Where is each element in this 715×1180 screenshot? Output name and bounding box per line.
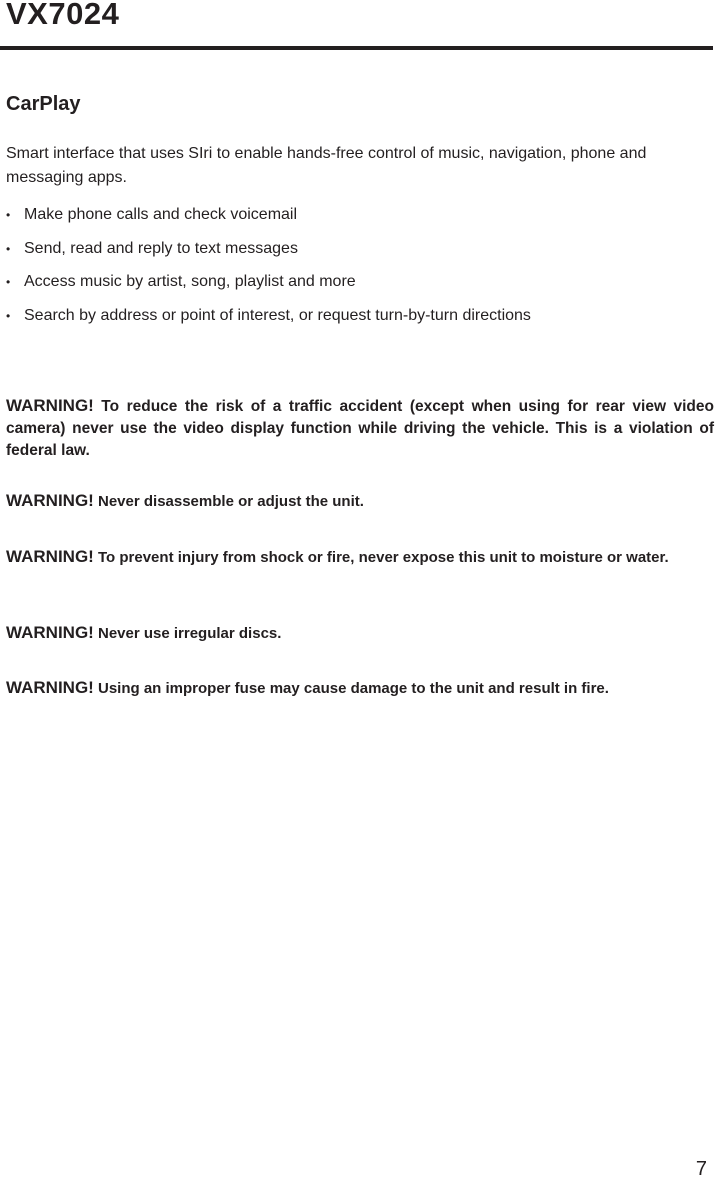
model-title: VX7024 [6, 0, 120, 31]
carplay-heading: CarPlay [6, 93, 81, 115]
bullet-icon: • [6, 308, 11, 323]
bullet-icon: • [6, 241, 11, 256]
warning-improper-fuse [6, 676, 686, 701]
list-item [6, 237, 531, 271]
feature-text: Send, read and reply to text messages [24, 239, 298, 257]
warning-text: To reduce the risk of a traffic accident (except when using for rear view video camera) never use the video display function while driving the vehicle. This is a violation of federal law. [6, 398, 714, 459]
warning-label: WARNING! [6, 396, 94, 415]
warning-label: WARNING! [6, 491, 94, 510]
carplay-intro: Smart interface that uses SIri to enable hands-free control of music, navigation, phone and messaging apps. [6, 145, 647, 186]
warning-irregular-discs [6, 621, 714, 646]
warning-traffic-accident [6, 395, 714, 462]
warning-disassemble [6, 489, 714, 514]
page-number: 7 [695, 1158, 707, 1180]
warning-label: WARNING! [6, 678, 94, 697]
list-item [6, 203, 531, 237]
warning-text: Never use irregular discs. [93, 625, 282, 642]
list-item [6, 270, 531, 304]
bullet-icon: • [6, 208, 11, 222]
bullet-icon: • [6, 275, 11, 289]
feature-text: Search by address or point of interest, or request turn-by-turn directions [24, 306, 531, 324]
warning-text: Using an improper fuse may cause damage to the unit and result in fire. [93, 680, 609, 697]
carplay-feature-list [6, 203, 531, 337]
warning-text: To prevent injury from shock or fire, never expose this unit to moisture or water. [93, 549, 669, 566]
feature-text: Make phone calls and check voicemail [24, 206, 298, 223]
warning-label: WARNING! [6, 547, 94, 566]
warning-shock-fire [6, 545, 686, 570]
title-divider [0, 46, 713, 50]
warning-label: WARNING! [6, 623, 94, 642]
warning-text: Never disassemble or adjust the unit. [93, 493, 364, 510]
feature-text: Access music by artist, song, playlist and more [24, 273, 356, 290]
list-item [6, 304, 531, 338]
